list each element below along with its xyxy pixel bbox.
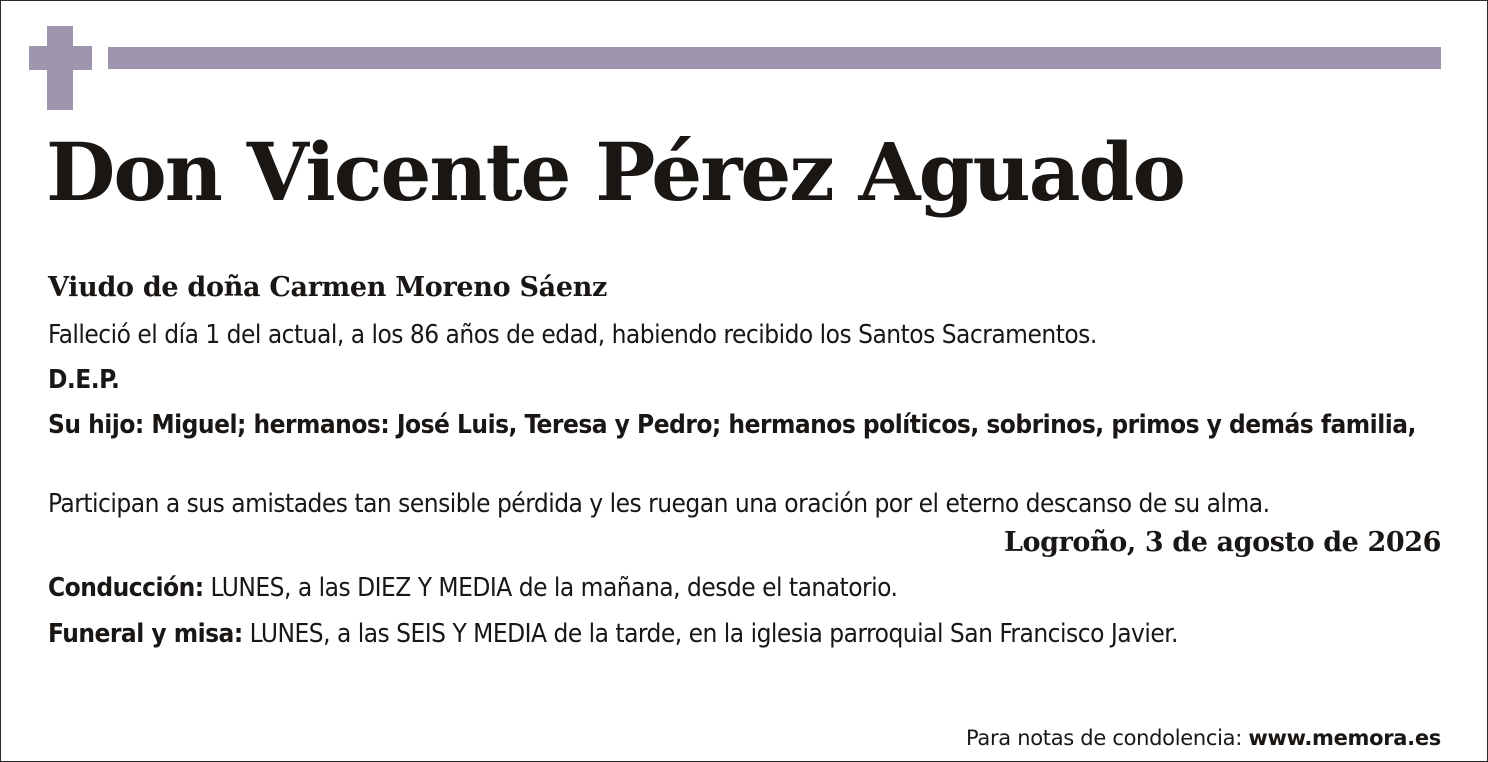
funeral-info: [48, 619, 1178, 649]
conduccion-label: Conducción:: [48, 573, 204, 603]
widow-of: Viudo de doña Carmen Moreno Sáenz: [48, 272, 608, 303]
rip-text: D.E.P.: [48, 365, 120, 395]
funeral-text: LUNES, a las SEIS Y MEDIA de la tarde, en la iglesia parroquial San Francisco Javier.: [242, 619, 1178, 649]
cross-icon-horizontal: [29, 46, 92, 70]
condolence-footer: [966, 726, 1441, 750]
place-and-date: Logroño, 3 de agosto de 2026: [1003, 527, 1441, 558]
funeral-label: Funeral y misa:: [48, 619, 243, 649]
condolence-link[interactable]: www.memora.es: [1248, 726, 1441, 750]
deceased-name: Don Vicente Pérez Aguado: [46, 125, 1184, 219]
death-details: Falleció el día 1 del actual, a los 86 años de edad, habiendo recibido los Santos Sacramentos.: [48, 320, 1097, 350]
condolence-prefix: Para notas de condolencia:: [965, 726, 1249, 750]
family-list: Su hijo: Miguel; hermanos: José Luis, Teresa y Pedro; hermanos políticos, sobrinos, primos y demás familia,: [48, 410, 1416, 440]
conduccion-info: [48, 573, 897, 603]
conduccion-text: LUNES, a las DIEZ Y MEDIA de la mañana, desde el tanatorio.: [203, 573, 898, 603]
header-divider-bar: [108, 47, 1441, 69]
participation-text: Participan a sus amistades tan sensible pérdida y les ruegan una oración por el eterno descanso de su alma.: [48, 489, 1270, 519]
